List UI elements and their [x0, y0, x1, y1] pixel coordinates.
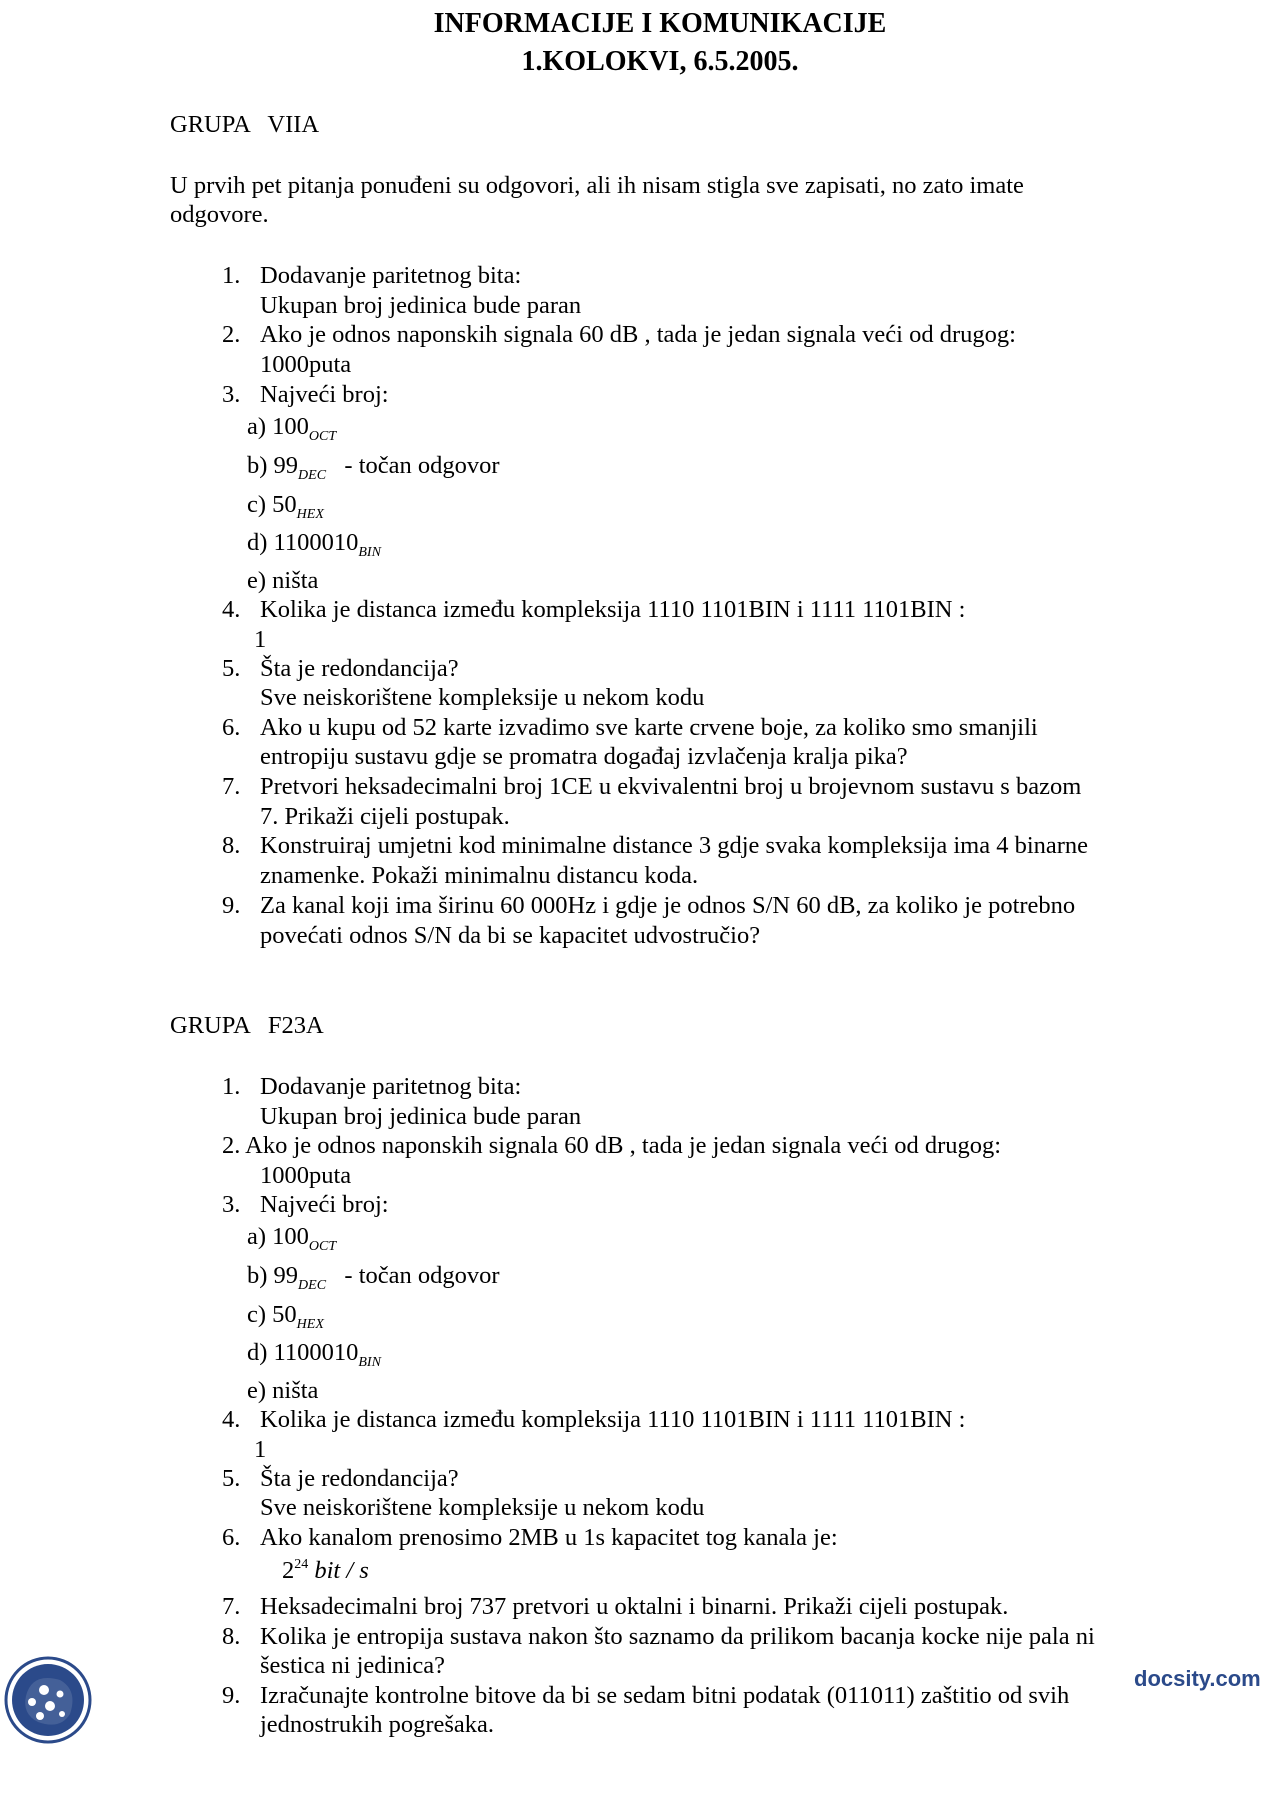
- question-text: šestica ni jedinica?: [260, 1652, 446, 1679]
- question-text: znamenke. Pokaži minimalnu distancu koda.: [260, 862, 699, 889]
- question-text: Heksadecimalni broj 737 pretvori u oktalni i binarni. Prikaži cijeli postupak.: [260, 1593, 1009, 1620]
- question-text: povećati odnos S/N da bi se kapacitet udvostručio?: [260, 922, 761, 949]
- base-subscript: HEX: [296, 507, 324, 522]
- question-text: Izračunajte kontrolne bitove da bi se sedam bitni podatak (011011) zaštitio od svih: [260, 1682, 1070, 1709]
- question-number: 6.: [222, 1524, 241, 1551]
- option-e: e) ništa: [247, 1377, 319, 1404]
- option-d: d) $1100010_{BIN}$: [247, 529, 381, 560]
- question-number: 6.: [222, 714, 241, 741]
- question-text: Kolika je distanca između kompleksija 1110 1101BIN i 1111 1101BIN :: [260, 596, 966, 623]
- base-subscript: BIN: [358, 545, 381, 560]
- base-subscript: HEX: [296, 1317, 324, 1332]
- question-number: 5.: [222, 655, 241, 682]
- answer-text: Sve neiskorištene kompleksije u nekom kodu: [260, 684, 705, 711]
- question-number: 9.: [222, 892, 241, 919]
- question-text: Najveći broj:: [260, 1191, 389, 1218]
- question-number: 4.: [222, 596, 241, 623]
- question-text: 7. Prikaži cijeli postupak.: [260, 803, 510, 830]
- question-text: Ako u kupu od 52 karte izvadimo sve karte crvene boje, za koliko smo smanjili: [260, 714, 1038, 741]
- correct-answer-note: - točan odgovor: [344, 452, 500, 479]
- base-subscript: DEC: [298, 468, 327, 483]
- exponent: 24: [294, 1557, 309, 1572]
- question-text: Kolika je distanca između kompleksija 1110 1101BIN i 1111 1101BIN :: [260, 1406, 966, 1433]
- answer-text: 1000puta: [260, 1162, 352, 1189]
- option-a: a) $100_{OCT}$: [247, 1223, 337, 1254]
- question-text: Šta je redondancija?: [260, 1465, 459, 1492]
- document-subtitle: 1.KOLOKVI, 6.5.2005.: [521, 46, 799, 77]
- option-b: b) $99_{DEC}$ - točan odgovor: [247, 1262, 500, 1293]
- answer-text: 1000puta: [260, 351, 352, 378]
- question-number: 9.: [222, 1682, 241, 1709]
- question-number: 1.: [222, 262, 241, 289]
- group-heading-f23a: GRUPA F23A: [170, 1012, 324, 1039]
- group-heading-viia: GRUPA VIIA: [170, 111, 320, 138]
- question-text: Ako kanalom prenosimo 2MB u 1s kapacitet tog kanala je:: [260, 1524, 838, 1551]
- question-number: 3.: [222, 381, 241, 408]
- question-text: Najveći broj:: [260, 381, 389, 408]
- question-number: 8.: [222, 1623, 241, 1650]
- answer-text: 1: [254, 626, 267, 653]
- question-number: 3.: [222, 1191, 241, 1218]
- answer-text: 1: [254, 1436, 267, 1463]
- question-text: Ako je odnos naponskih signala 60 dB , tada je jedan signala veći od drugog:: [260, 321, 1016, 348]
- answer-text: Ukupan broj jedinica bude paran: [260, 292, 582, 319]
- answer-text: Sve neiskorištene kompleksije u nekom kodu: [260, 1494, 705, 1521]
- question-text: Kolika je entropija sustava nakon što saznamo da prilikom bacanja kocke nije pala ni: [260, 1623, 1095, 1650]
- base-subscript: OCT: [308, 1239, 337, 1254]
- question-number: 4.: [222, 1406, 241, 1433]
- correct-answer-note: - točan odgovor: [344, 1262, 500, 1289]
- option-c: c) $50_{HEX}$: [247, 1301, 324, 1332]
- docsity-brand-link[interactable]: docsity.com: [1134, 1666, 1261, 1691]
- intro-line-1: U prvih pet pitanja ponuđeni su odgovori, ali ih nisam stigla sve zapisati, no zato imate: [170, 172, 1024, 199]
- question-text: Za kanal koji ima širinu 60 000Hz i gdje je odnos S/N 60 dB, za koliko je potrebno: [260, 892, 1076, 919]
- question-text: entropiju sustavu gdje se promatra događaj izvlačenja kralja pika?: [260, 743, 908, 770]
- intro-line-2: odgovore.: [170, 201, 269, 228]
- question-number: 7.: [222, 1593, 241, 1620]
- question-text: Šta je redondancija?: [260, 655, 459, 682]
- answer-formula: $2^{24}$ bit / s: [282, 1557, 369, 1584]
- question-number: 2.: [222, 321, 241, 348]
- question-number: 8.: [222, 832, 241, 859]
- question-text: jednostrukih pogrešaka.: [260, 1711, 495, 1738]
- question-number: 7.: [222, 773, 241, 800]
- document-title: INFORMACIJE I KOMUNIKACIJE: [433, 8, 887, 39]
- question-number: 1.: [222, 1073, 241, 1100]
- base-subscript: OCT: [308, 429, 337, 444]
- option-e: e) ništa: [247, 567, 319, 594]
- option-d: d) $1100010_{BIN}$: [247, 1339, 381, 1370]
- question-text: Pretvori heksadecimalni broj 1CE u ekvivalentni broj u brojevnom sustavu s bazom: [260, 773, 1082, 800]
- question-text: Konstruiraj umjetni kod minimalne distance 3 gdje svaka kompleksija ima 4 binarne: [260, 832, 1089, 859]
- option-a: a) $100_{OCT}$: [247, 413, 337, 444]
- option-b: b) $99_{DEC}$ - točan odgovor: [247, 452, 500, 483]
- docsity-logo-icon[interactable]: [4, 1656, 92, 1744]
- question-text: 2. Ako je odnos naponskih signala 60 dB , tada je jedan signala veći od drugog:: [222, 1132, 1002, 1159]
- question-text: Dodavanje paritetnog bita:: [260, 1073, 522, 1100]
- answer-text: Ukupan broj jedinica bude paran: [260, 1103, 582, 1130]
- question-text: Dodavanje paritetnog bita:: [260, 262, 522, 289]
- base-subscript: BIN: [358, 1355, 381, 1370]
- option-c: c) $50_{HEX}$: [247, 491, 324, 522]
- question-number: 5.: [222, 1465, 241, 1492]
- base-subscript: DEC: [298, 1278, 327, 1293]
